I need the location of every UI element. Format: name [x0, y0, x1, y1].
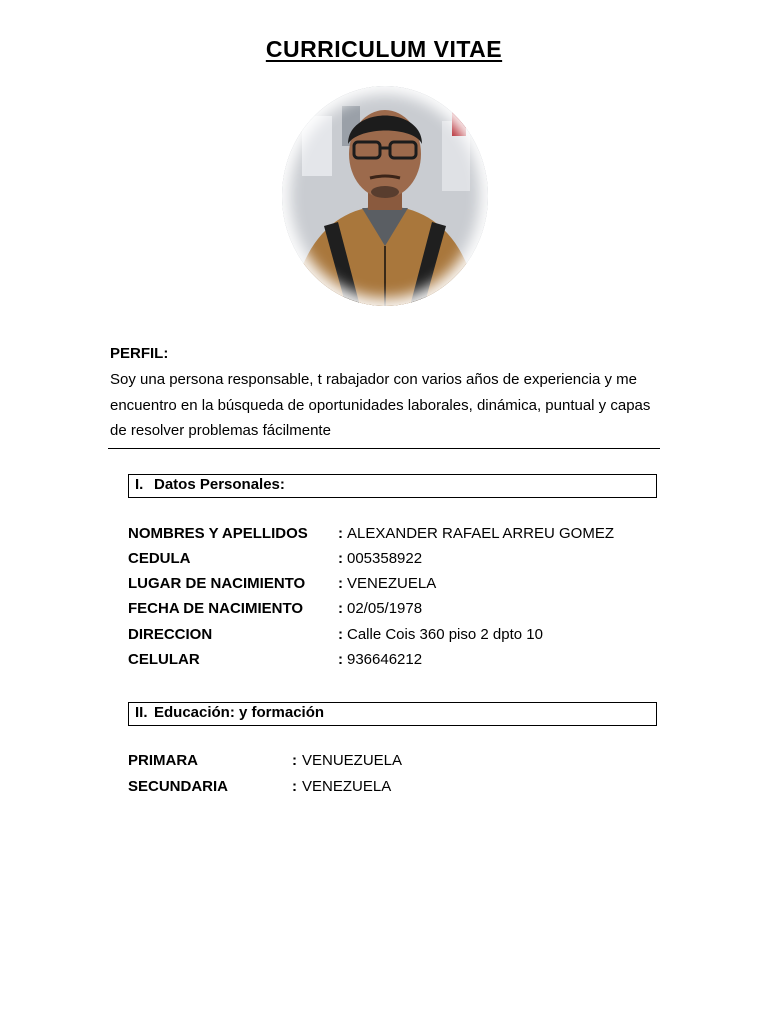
section-number: II. — [135, 704, 148, 721]
section-divider — [108, 448, 660, 449]
section-label: Educación: y formación — [154, 704, 325, 721]
profile-photo-vignette — [282, 86, 488, 306]
profile-photo — [282, 86, 488, 306]
field-label: LUGAR DE NACIMIENTO — [128, 575, 306, 592]
field-separator: : — [338, 575, 343, 592]
field-value: VENEZUELA — [347, 575, 437, 592]
field-value: VENEZUELA — [302, 778, 392, 795]
field-label: FECHA DE NACIMIENTO — [128, 600, 304, 617]
field-label: CELULAR — [128, 651, 200, 668]
field-value: 936646212 — [347, 651, 423, 668]
field-value: VENUEZUELA — [302, 752, 403, 769]
field-label: SECUNDARIA — [128, 778, 229, 795]
field-value: ALEXANDER RAFAEL ARREU GOMEZ — [347, 525, 615, 542]
section-label: Datos Personales: — [154, 476, 285, 493]
document-title-text: CURRICULUM VITAE — [265, 36, 503, 62]
section-educacion — [128, 702, 657, 726]
field-label: NOMBRES Y APELLIDOS — [128, 525, 308, 542]
section-datos-personales — [128, 474, 657, 498]
document-title — [0, 36, 768, 63]
field-label: PRIMARA — [128, 752, 198, 769]
section-number: I. — [135, 476, 144, 493]
field-value: 02/05/1978 — [347, 600, 423, 617]
field-value: 005358922 — [347, 550, 423, 567]
field-separator: : — [292, 778, 297, 795]
perfil-text: Soy una persona responsable, t rabajador con varios años de experiencia y me encuentro en la búsqueda de oportunidades laborales, dinámica, puntual y capas de resolver problemas fácilmente — [110, 371, 651, 439]
perfil-heading: PERFIL: — [110, 345, 169, 362]
field-separator: : — [292, 752, 297, 769]
field-separator: : — [338, 550, 343, 567]
field-separator: : — [338, 600, 343, 617]
field-label: CEDULA — [128, 550, 191, 567]
field-separator: : — [338, 651, 343, 668]
field-label: DIRECCION — [128, 626, 213, 643]
field-separator: : — [338, 626, 343, 643]
field-separator: : — [338, 525, 343, 542]
field-value: Calle Cois 360 piso 2 dpto 10 — [347, 626, 543, 643]
